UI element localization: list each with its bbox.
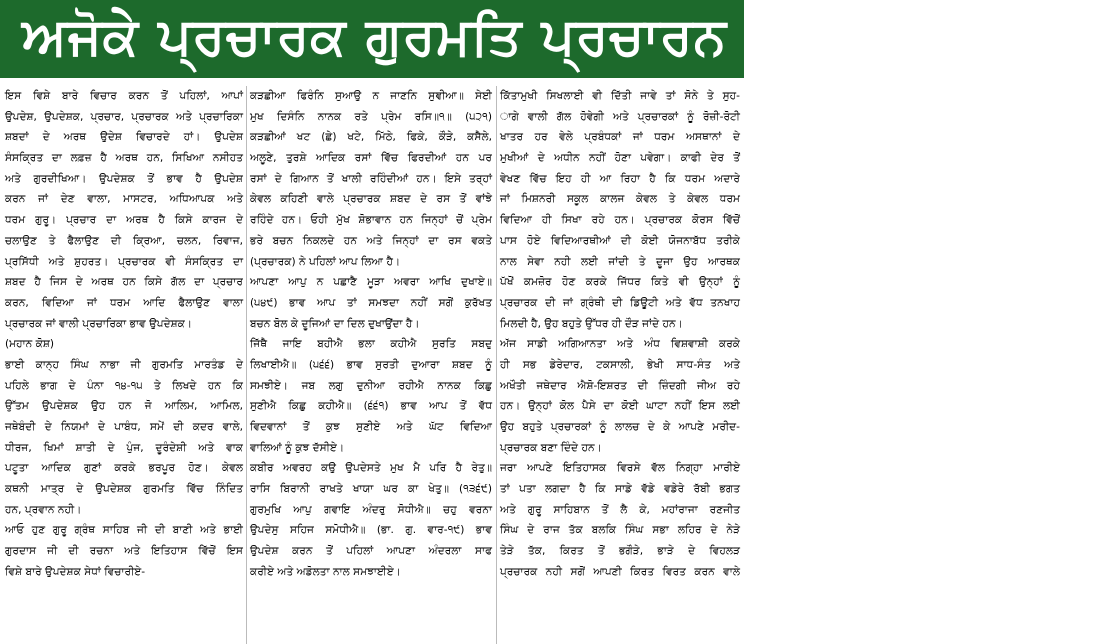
text-line: ਭਾਈ ਕਾਨ੍ਹ ਸਿੰਘ ਨਾਭਾ ਜੀ ਗੁਰਮਤਿ ਮਾਰਤੰਡ ਦੇ: [5, 358, 243, 371]
text-line: ਬਚਨ ਬੋਲ ਕੇ ਦੂਜਿਆਂ ਦਾ ਦਿਲ ਦੁਖਾਉਂਦਾ ਹੈ।: [250, 317, 420, 330]
text-line: ਕਬੀਰ ਅਵਰਹ ਕਉ ਉਪਦੇਸਤੇ ਮੁਖ ਮੈ ਪਰਿ ਹੈ ਰੇਤੁ॥: [250, 462, 492, 475]
text-line: ਸਮਝੀਏ। ਜਬ ਲਗੁ ਦੁਨੀਆ ਰਹੀਐ ਨਾਨਕ ਕਿਛੁ: [250, 379, 492, 392]
text-line: ਪ੍ਰਚਾਰਕ ਜਾਂ ਵਾਲੀ ਪ੍ਰਚਾਰਿਕਾ ਭਾਵ ਉਪਦੇਸ਼ਕ।: [5, 317, 193, 330]
text-line: ਅਲੂਣੇ, ਤੁਰਸ਼ੇ ਆਦਿਕ ਰਸਾਂ ਵਿੱਚ ਫਿਰਦੀਆਂ ਹਨ ਪਰ: [250, 152, 492, 165]
text-line: ਅਤੇ ਗੁਰੂ ਸਾਹਿਬਾਨ ਤੋਂ ਲੈ ਕੇ, ਮਹਾਂਰਾਜਾ ਰਣਜੀਤ: [500, 503, 740, 516]
text-line: ਧਰਮ ਗੁਰੂ। ਪ੍ਰਚਾਰ ਦਾ ਅਰਥ ਹੈ ਕਿਸੇ ਕਾਰਜ ਦੇ: [5, 214, 243, 227]
text-line: ਤਾਂ ਪਤਾ ਲਗਦਾ ਹੈ ਕਿ ਸਾਡੇ ਵੱਡੇ ਵਡੇਰੇ ਰੱਬੀ ਭਗਤ: [500, 483, 740, 496]
text-line: ਜਾਂ ਮਿਸ਼ਨਰੀ ਸਕੂਲ ਕਾਲਜ ਕੇਵਲ ਤੇ ਕੇਵਲ ਧਰਮ: [500, 193, 740, 206]
text-line: ਵੇਖਣ ਵਿੱਚ ਇਹ ਹੀ ਆ ਰਿਹਾ ਹੈ ਕਿ ਧਰਮ ਅਦਾਰੇ: [500, 172, 740, 185]
text-line: ਹਨ, ਪ੍ਰਵਾਨ ਨਹੀ।: [5, 503, 82, 516]
text-line: ਉੱਤਮ ਉਪਦੇਸ਼ਕ ਉਹ ਹਨ ਜੋ ਆਲਿਮ, ਆਮਿਲ,: [5, 400, 243, 413]
text-line: ਪਹਿਲੇ ਭਾਗ ਦੇ ਪੰਨਾ ੧੪-੧੫ ਤੇ ਲਿਖਦੇ ਹਨ ਕਿ: [5, 379, 243, 392]
text-line: ਪ੍ਰਚਾਰਕ ਨਹੀ ਸਗੋਂ ਆਪਣੀ ਕਿਰਤ ਵਿਰਤ ਕਰਨ ਵਾਲੇ: [500, 565, 740, 578]
text-line: ਸ਼ਬਦਾਂ ਦੇ ਅਰਥ ਉਦੇਸ਼ ਵਿਚਾਰਦੇ ਹਾਂ। ਉਪਦੇਸ਼: [5, 131, 243, 144]
text-line: ਆਪਣਾ ਆਪੁ ਨ ਪਛਾਣੈ ਮੂੜਾ ਅਵਰਾ ਆਖਿ ਦੁਖਾਏ॥: [250, 276, 492, 289]
text-line: ਹੀ ਸਭ ਡੇਰੇਦਾਰ, ਟਕਸਾਲੀ, ਭੇਖੀ ਸਾਧ-ਸੰਤ ਅਤੇ: [500, 358, 740, 371]
text-line: ਗੁਰਦਾਸ ਜੀ ਦੀ ਰਚਨਾ ਅਤੇ ਇਤਿਹਾਸ ਵਿੱਚੋਂ ਇਸ: [5, 545, 243, 558]
text-line: ਪਾਸ ਹੋਏ ਵਿਦਿਆਰਥੀਆਂ ਦੀ ਕੋਈ ਯੋਜਨਾਬੱਧ ਤਰੀਕੇ: [500, 234, 740, 247]
text-line: ਸਿੰਘ ਦੇ ਰਾਜ ਤੱਕ ਬਲਕਿ ਸਿੰਘ ਸਭਾ ਲਹਿਰ ਦੇ ਨੇੜੇ: [500, 524, 740, 537]
text-line: ਜਰਾ ਆਪਣੇ ਇਤਿਹਾਸਕ ਵਿਰਸੇ ਵੱਲ ਨਿਗ੍ਹਾ ਮਾਰੀਏ: [500, 462, 740, 475]
text-line: ਧੀਰਜ, ਖਿਮਾਂ ਸ਼ਾਤੀ ਦੇ ਪੁੰਜ, ਦੂਰੰਦੇਸ਼ੀ ਅਤੇ ਵਾਕ: [5, 441, 243, 454]
text-line: ਰਾਸਿ ਬਿਰਾਨੀ ਰਾਖਤੇ ਖਾਯਾ ਘਰ ਕਾ ਖੇਤੁ॥ (੧੩੬੯): [250, 483, 492, 496]
text-line: ਰਸਾਂ ਦੇ ਗਿਆਨ ਤੋਂ ਖਾਲੀ ਰਹਿੰਦੀਆਂ ਹਨ। ਇਸੇ ਤਰ੍ਹਾਂ: [250, 172, 492, 185]
text-line: ਰਹਿੰਦੇ ਹਨ। ਓਹੀ ਮੁੱਖ ਸ਼ੋਭਾਵਾਨ ਹਨ ਜਿਨ੍ਹਾਂ ਚੋਂ ਪ੍ਰੇਮ: [250, 214, 492, 227]
text-line: ਸੁਣੀਐ ਕਿਛੁ ਕਹੀਐ॥ (੬੬੧) ਭਾਵ ਆਪ ਤੋਂ ਵੱਧ: [250, 400, 492, 413]
text-line: ਤੇੜੇ ਤੱਕ, ਕਿਰਤ ਤੋਂ ਭਗੌੜੇ, ਭਾੜੇ ਦੇ ਵਿਹਲੜ: [500, 545, 740, 558]
text-line: ਆਓ ਹੁਣ ਗੁਰੂ ਗ੍ਰੰਥ ਸਾਹਿਬ ਜੀ ਦੀ ਬਾਣੀ ਅਤੇ ਭਾਈ: [5, 524, 243, 537]
text-line: ਕਥਨੀ ਮਾਤ੍ਰ ਦੇ ਉਪਦੇਸ਼ਕ ਗੁਰਮਤਿ ਵਿੱਚ ਨਿੰਦਿਤ: [5, 483, 243, 496]
headline: ਅਜੋਕੇ ਪ੍ਰਚਾਰਕ ਗੁਰਮਤਿ ਪ੍ਰਚਾਰਨ ਅਤੇ ਪ੍ਰਸਾਰਨ ਵਿ: [22, 7, 1100, 67]
headline-banner: [0, 0, 1100, 78]
text-line: ਨਾਲ ਸੇਵਾ ਨਹੀ ਲਈ ਜਾਂਦੀ ਤੇ ਦੂਜਾ ਉਹ ਆਰਥਕ: [500, 255, 740, 268]
text-line: ਉਪਦੇਸੁ ਸਹਿਜ ਸਮੋਧੀਐ॥ (ਭਾ. ਗੁ. ਵਾਰ-੧੯) ਭਾਵ: [250, 524, 492, 537]
text-line: ਹਨ। ਉਨ੍ਹਾਂ ਕੋਲ ਪੈਸੇ ਦਾ ਕੋਈ ਘਾਟਾ ਨਹੀਂ ਇਸ ਲਈ: [500, 400, 740, 413]
column-2: [250, 86, 492, 644]
text-line: ਪ੍ਰਸਿੱਧੀ ਅਤੇ ਸ਼ੁਹਰਤ। ਪ੍ਰਚਾਰਕ ਵੀ ਸੰਸਕ੍ਰਿਤ ਦਾ: [5, 255, 243, 268]
text-line: ਭਰੇ ਬਚਨ ਨਿਕਲਦੇ ਹਨ ਅਤੇ ਜਿਨ੍ਹਾਂ ਦਾ ਰਸ ਵਕਤੇ: [250, 234, 492, 247]
column-1: [5, 86, 243, 644]
text-line: ਵਿਸ਼ੇ ਬਾਰੇ ਉਪਦੇਸ਼ਕ ਸੇਧਾਂ ਵਿਚਾਰੀਏ-: [5, 565, 146, 578]
text-line: ਕੜਛੀਆ ਫਿਰੰਨਿ ਸੁਆਉ ਨ ਜਾਣਨਿ ਸੁਞੀਆ॥ ਸੇਈ: [250, 90, 492, 102]
text-line: ਕਿੱਤਾਮੁਖੀ ਸਿਖਲਾਈ ਵੀ ਦਿੱਤੀ ਜਾਵੇ ਤਾਂ ਸੋਨੇ ਤੇ ਸੁਹ-: [500, 90, 740, 102]
text-line: (੫੪੯) ਭਾਵ ਆਪ ਤਾਂ ਸਮਝਦਾ ਨਹੀਂ ਸਗੋਂ ਕੁਰੱਖਤ: [250, 296, 492, 309]
text-line: ਜਿੱਥੈ ਜਾਇ ਬਹੀਐ ਭਲਾ ਕਹੀਐ ਸੁਰਤਿ ਸਬਦੁ: [250, 338, 492, 351]
text-line: (ਮਹਾਨ ਕੋਸ਼): [5, 338, 55, 351]
text-line: ਵਿਦਿਆ ਹੀ ਸਿਖਾ ਰਹੇ ਹਨ। ਪ੍ਰਚਾਰਕ ਕੋਰਸ ਵਿੱਚੋਂ: [500, 214, 740, 227]
text-line: ਪ੍ਰਚਾਰਕ ਬਣਾ ਦਿੰਦੇ ਹਨ।: [500, 441, 602, 454]
text-line: ਮਿਲਦੀ ਹੈ, ਉਹ ਬਹੁਤੇ ਉੱਧਰ ਹੀ ਦੌੜ ਜਾਂਦੇ ਹਨ।: [500, 317, 683, 330]
text-line: ਮੁਖ ਦਿਸੰਨਿ ਨਾਨਕ ਰਤੇ ਪ੍ਰੇਮ ਰਸਿ॥੧॥ (੫੨੧): [250, 110, 492, 123]
text-line: ਗੁਰਮੁਖਿ ਆਪੁ ਗਵਾਇ ਅੰਦਰੁ ਸੋਧੀਐ॥ ਚਹੁ ਵਰਨਾ: [250, 503, 492, 516]
text-line: ਅਤੇ ਗੁਰਦੀਖਿਆ। ਉਪਦੇਸ਼ਕ ਤੋਂ ਭਾਵ ਹੈ ਉਪਦੇਸ਼: [5, 172, 243, 185]
text-line: ਖਾਤਰ ਹਰ ਵੇਲੇ ਪ੍ਰਬੰਧਕਾਂ ਜਾਂ ਧਰਮ ਅਸਥਾਨਾਂ ਦੇ: [500, 131, 740, 144]
text-line: ਮੁਖੀਆਂ ਦੇ ਅਧੀਨ ਨਹੀਂ ਹੋਣਾ ਪਵੇਗਾ। ਕਾਫੀ ਦੇਰ ਤੋਂ: [500, 152, 740, 165]
text-line: ਵਿਦਵਾਨਾਂ ਤੋਂ ਕੁਝ ਸੁਣੀਏ ਅਤੇ ਘੱਟ ਵਿਦਿਆ: [250, 421, 492, 433]
text-line: (ਪ੍ਰਚਾਰਕ) ਨੇ ਪਹਿਲਾਂ ਆਪ ਲਿਆ ਹੈ।: [250, 255, 401, 268]
text-line: ਜਥੇਬੰਦੀ ਦੇ ਨਿਯਮਾਂ ਦੇ ਪਾਬੰਧ, ਸਮੇਂ ਦੀ ਕਦਰ ਵਾਲੇ,: [5, 421, 243, 433]
text-line: ਕਰਨ, ਵਿਦਿਆ ਜਾਂ ਧਰਮ ਆਦਿ ਫੈਲਾਉਣ ਵਾਲਾ: [5, 296, 243, 309]
text-line: ਇਸ ਵਿਸ਼ੇ ਬਾਰੇ ਵਿਚਾਰ ਕਰਨ ਤੋਂ ਪਹਿਲਾਂ, ਆਪਾਂ: [5, 90, 243, 102]
text-line: ਪ੍ਰਚਾਰਕ ਦੀ ਜਾਂ ਗ੍ਰੰਥੀ ਦੀ ਡਿਊਟੀ ਅਤੇ ਵੱਧ ਤਨਖਾਹ: [500, 296, 740, 309]
text-line: ਉਪਦੇਸ਼, ਉਪਦੇਸ਼ਕ, ਪ੍ਰਚਾਰ, ਪ੍ਰਚਾਰਕ ਅਤੇ ਪ੍ਰਚਾਰਿਕਾ: [5, 110, 243, 123]
text-line: ਉਹ ਬਹੁਤੇ ਪ੍ਰਚਾਰਕਾਂ ਨੂੰ ਲਾਲਚ ਦੇ ਕੇ ਆਪਣੇ ਮਰੀਦ-: [500, 421, 740, 433]
text-line: ਕਰਨ ਜਾਂ ਦੇਣ ਵਾਲਾ, ਮਾਸਟਰ, ਅਧਿਆਪਕ ਅਤੇ: [5, 193, 243, 206]
text-line: ਸ਼ਬਦ ਹੈ ਜਿਸ ਦੇ ਅਰਥ ਹਨ ਕਿਸੇ ਗੱਲ ਦਾ ਪ੍ਰਚਾਰ: [5, 276, 243, 289]
text-line: ਪੱਖੋਂ ਕਮਜ਼ੋਰ ਹੋਣ ਕਰਕੇ ਜਿੱਧਰ ਕਿਤੇ ਵੀ ਉਨ੍ਹਾਂ ਨੂੰ: [500, 276, 740, 289]
text-line: ਅੱਜ ਸਾਡੀ ਅਗਿਆਨਤਾ ਅਤੇ ਅੰਧ ਵਿਸ਼ਵਾਸ਼ੀ ਕਰਕੇ: [500, 338, 740, 351]
text-line: ਉਪਦੇਸ਼ ਕਰਨ ਤੋਂ ਪਹਿਲਾਂ ਆਪਣਾ ਅੰਦਰਲਾ ਸਾਫ: [250, 545, 492, 558]
text-line: ਕੜਛੀਆਂ ਖਟ (ਛੇ) ਖਟੇ, ਮਿੱਠੇ, ਫਿਕੇ, ਕੌੜੇ, ਕਸੈਲੇ,: [250, 131, 492, 144]
article-body: [0, 86, 744, 644]
column-3: [500, 86, 740, 644]
text-line: ਵਾਲਿਆਂ ਨੂੰ ਕੁਝ ਦੱਸੀਏ।: [250, 441, 345, 454]
text-line: ਕਰੀਏ ਅਤੇ ਅਡੋਲਤਾ ਨਾਲ ਸਮਝਾਈਏ।: [250, 565, 401, 578]
text-line: ਚਲਾਉਣ ਤੇ ਫੈਲਾਉਣ ਦੀ ਕ੍ਰਿਆ, ਚਲਨ, ਰਿਵਾਜ,: [5, 234, 243, 247]
column-divider: [496, 86, 497, 644]
text-line: ਲਿਖਾਈਐ॥ (੫੬੬) ਭਾਵ ਸੁਰਤੀ ਦੁਆਰਾ ਸ਼ਬਦ ਨੂੰ: [250, 358, 492, 371]
text-line: ਪਟੂਤਾ ਆਦਿਕ ਗੁਣਾਂ ਕਰਕੇ ਭਰਪੂਰ ਹੋਣ। ਕੇਵਲ: [5, 462, 243, 475]
column-divider: [246, 86, 247, 644]
text-line: ਸੰਸਕ੍ਰਿਤ ਦਾ ਲਫ਼ਜ਼ ਹੈ ਅਰਥ ਹਨ, ਸਿਖਿਆ ਨਸੀਹਤ: [5, 152, 243, 165]
text-line: ਅਖੌਤੀ ਜਥੇਦਾਰ ਐਸ਼ੋ-ਇਸ਼ਰਤ ਦੀ ਜ਼ਿੰਦਗੀ ਜੀਅ ਰਹੇ: [500, 379, 740, 392]
text-line: ਾਗੇ ਵਾਲੀ ਗੱਲ ਹੋਵੇਗੀ ਅਤੇ ਪ੍ਰਚਾਰਕਾਂ ਨੂੰ ਰੋਜ਼ੀ-ਰੋਟੀ: [500, 110, 740, 123]
text-line: ਕੇਵਲ ਕਹਿਣੀ ਵਾਲੇ ਪ੍ਰਚਾਰਕ ਸ਼ਬਦ ਦੇ ਰਸ ਤੋਂ ਵਾਂਝੇ: [250, 193, 492, 206]
